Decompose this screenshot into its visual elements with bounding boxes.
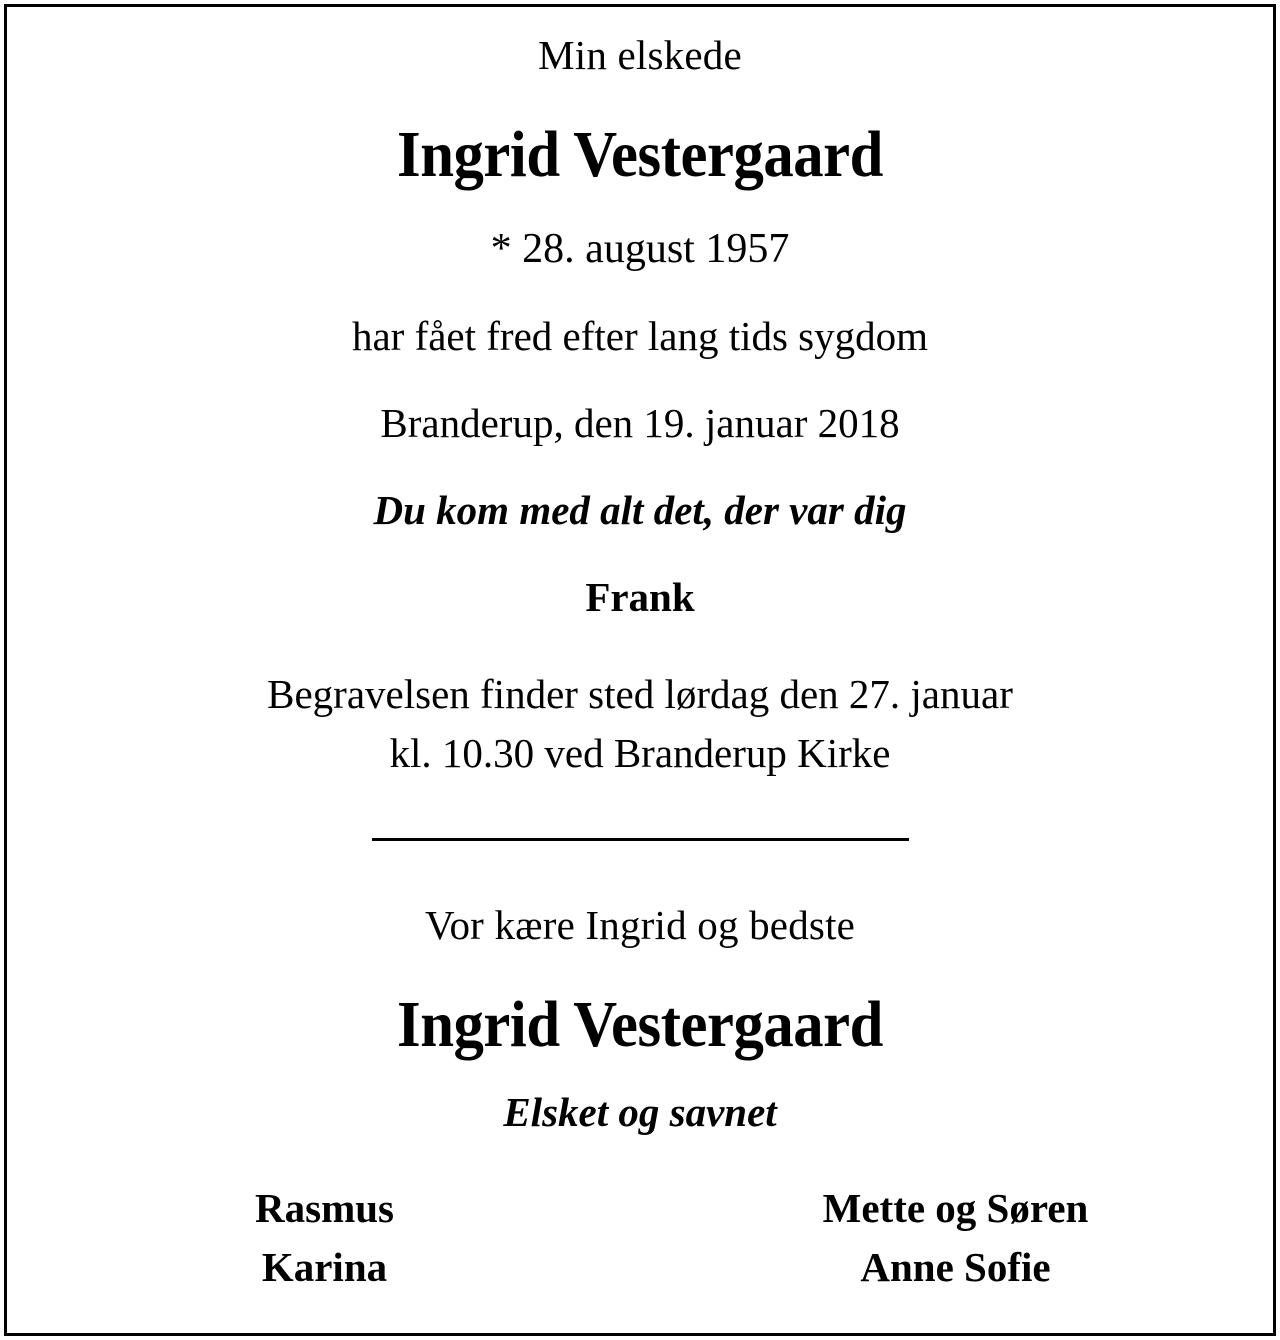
- spacer: [53, 618, 1227, 674]
- spacer: [53, 444, 1227, 490]
- survivor-name: Karina: [261, 1244, 388, 1291]
- funeral-line-1: Begravelsen finder sted lørdag den 27. januar: [267, 671, 1013, 717]
- spacer: [53, 357, 1227, 403]
- funeral-line-2: kl. 10.30 ved Branderup Kirke: [389, 730, 891, 776]
- survivors-column-right: [640, 1179, 1227, 1298]
- spacer: [53, 76, 1227, 122]
- survivor-name: Mette og Søren: [822, 1185, 1089, 1231]
- verse-line-primary: Du kom med alt det, der var dig: [373, 487, 907, 533]
- survivors-column-left: [53, 1179, 640, 1298]
- spacer: [53, 1058, 1227, 1092]
- spacer: [53, 531, 1227, 577]
- verse-line-secondary: Elsket og savnet: [503, 1089, 777, 1135]
- memorial-block-secondary: [53, 902, 1227, 1298]
- deceased-name-primary: Ingrid Vestergaard: [397, 118, 883, 191]
- spacer: [53, 270, 1227, 316]
- place-and-date-line: Branderup, den 19. januar 2018: [380, 400, 900, 446]
- spacer: [53, 841, 1227, 905]
- spacer: [53, 946, 1227, 992]
- memorial-block-primary: [53, 32, 1227, 776]
- survivor-name: Anne Sofie: [860, 1244, 1051, 1291]
- spacer: [53, 774, 1227, 838]
- survivors-list: [53, 1179, 1227, 1298]
- passing-line: har fået fred efter lang tids sygdom: [351, 313, 929, 359]
- signer-name: Frank: [585, 574, 695, 620]
- deceased-name-secondary: Ingrid Vestergaard: [397, 988, 883, 1061]
- birth-date: * 28. august 1957: [490, 226, 790, 272]
- notice-content: [7, 7, 1273, 1333]
- spacer: [53, 188, 1227, 228]
- spacer: [53, 1133, 1227, 1179]
- intro-line: Min elskede: [538, 32, 742, 78]
- survivor-name: Rasmus: [255, 1185, 394, 1231]
- intro-line-secondary: Vor kære Ingrid og bedste: [424, 902, 856, 948]
